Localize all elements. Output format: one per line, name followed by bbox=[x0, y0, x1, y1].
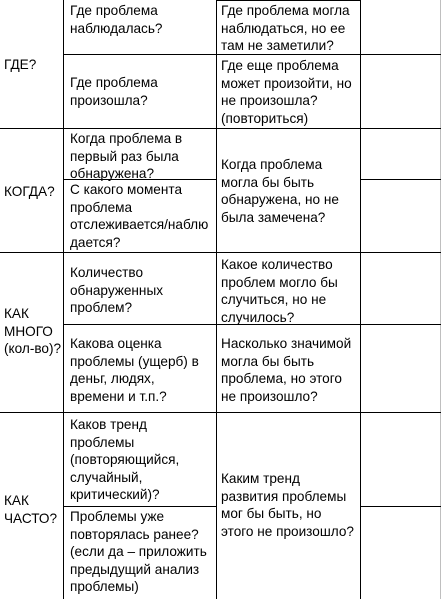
cell-line: Проблемы уже bbox=[70, 509, 165, 524]
cell-line: проблемы) bbox=[70, 579, 139, 594]
cell-line: КАК bbox=[4, 306, 29, 321]
cell-how-many-contrast-2 bbox=[221, 335, 351, 405]
cell-line: развития проблемы bbox=[221, 488, 347, 504]
cell-line: Насколько значимой bbox=[221, 336, 352, 351]
grid-line bbox=[63, 0, 64, 599]
cell-line: проблем? bbox=[70, 300, 133, 315]
cell-line: (кол-во)? bbox=[4, 341, 62, 356]
cell-when-question-1 bbox=[70, 130, 182, 183]
grid-line bbox=[360, 506, 441, 507]
cell-line: Где проблема могла bbox=[221, 3, 350, 18]
cell-line: дается? bbox=[70, 234, 121, 250]
cell-line: Каким тренд bbox=[221, 471, 300, 486]
row-label-where: ГДЕ? bbox=[4, 57, 37, 72]
cell-how-often-question-2 bbox=[70, 508, 207, 596]
cell-line: не произошла? bbox=[221, 93, 318, 108]
cell-line: проблемы (ущерб) в bbox=[70, 353, 199, 369]
grid-line bbox=[360, 0, 361, 599]
cell-line: (повторяющийся, bbox=[70, 452, 180, 467]
grid-line bbox=[216, 0, 361, 1]
cell-line: предыдущий анализ bbox=[70, 561, 200, 577]
cell-line: проблема, но этого bbox=[221, 371, 342, 386]
cell-line: может произойти, но bbox=[221, 75, 352, 91]
cell-line: могла бы быть bbox=[221, 353, 315, 369]
cell-how-many-question-1 bbox=[70, 264, 163, 317]
cell-line: повторялась ранее? bbox=[70, 526, 199, 542]
cell-line: обнаружена? bbox=[70, 166, 155, 181]
cell-line: критический)? bbox=[70, 487, 160, 502]
grid-line bbox=[216, 0, 217, 599]
cell-line: обнаружена, но не bbox=[221, 192, 339, 207]
grid-line bbox=[0, 128, 441, 129]
cell-line: Когда проблема bbox=[221, 157, 323, 172]
cell-line: проблема bbox=[70, 199, 133, 215]
cell-line: Где проблема bbox=[70, 3, 158, 18]
row-label-when: КОГДА? bbox=[4, 184, 55, 199]
cell-line: случайный, bbox=[70, 469, 143, 485]
cell-line: Где проблема bbox=[70, 75, 158, 90]
cell-line: С какого момента bbox=[70, 182, 183, 197]
cell-line: была замечена? bbox=[221, 209, 326, 225]
row-label-how-often bbox=[4, 492, 57, 527]
cell-line: проблемы bbox=[70, 434, 135, 450]
cell-how-often-question-1 bbox=[70, 416, 179, 504]
cell-line: могла бы быть bbox=[221, 174, 315, 190]
cell-how-many-contrast-1 bbox=[221, 256, 338, 326]
cell-line: КАК bbox=[4, 493, 29, 508]
cell-line: отслеживается/наблю bbox=[70, 217, 209, 232]
cell-line: ЧАСТО? bbox=[4, 510, 58, 526]
cell-line: (если да – приложить bbox=[70, 544, 207, 559]
cell-line: Какое количество bbox=[221, 257, 333, 272]
cell-when-contrast bbox=[221, 156, 339, 226]
cell-when-question-2 bbox=[70, 181, 208, 251]
cell-where-contrast-2 bbox=[221, 57, 352, 127]
grid-line bbox=[360, 179, 441, 180]
grid-line bbox=[0, 412, 441, 413]
row-label-how-many bbox=[4, 305, 61, 358]
cell-where-contrast-1 bbox=[221, 2, 350, 55]
cell-line: времени и т.п.? bbox=[70, 388, 167, 404]
cell-line: этого не произошло? bbox=[221, 523, 354, 539]
cell-line: первый раз была bbox=[70, 148, 179, 164]
grid-line bbox=[63, 506, 217, 507]
cell-line: наблюдалась? bbox=[70, 20, 163, 36]
cell-line: Где еще проблема bbox=[221, 58, 339, 73]
cell-line: наблюдаться, но ее bbox=[221, 20, 346, 36]
cell-line: произошла? bbox=[70, 92, 148, 108]
cell-line: случилось? bbox=[221, 309, 295, 325]
grid-line bbox=[0, 252, 441, 253]
cell-where-question-2 bbox=[70, 74, 158, 109]
cell-line: деньг, людях, bbox=[70, 371, 155, 386]
cell-line: там не заметили? bbox=[221, 38, 334, 53]
cell-where-question-1 bbox=[70, 2, 163, 37]
cell-line: Количество bbox=[70, 265, 143, 280]
cell-how-many-question-2 bbox=[70, 335, 199, 405]
grid-line bbox=[440, 0, 441, 599]
cell-how-often-contrast bbox=[221, 470, 354, 540]
cell-line: Когда проблема в bbox=[70, 131, 183, 146]
cell-line: случиться, но не bbox=[221, 292, 327, 307]
cell-line: обнаруженных bbox=[70, 282, 164, 298]
cell-line: Какова оценка bbox=[70, 336, 162, 351]
cell-line: проблем могло бы bbox=[221, 274, 338, 290]
cell-line: Каков тренд bbox=[70, 417, 147, 432]
cell-line: мог бы быть, но bbox=[221, 506, 322, 521]
cell-line: МНОГО bbox=[4, 323, 53, 339]
cell-line: (повториться) bbox=[221, 110, 309, 126]
cell-line: не произошло? bbox=[221, 388, 318, 404]
